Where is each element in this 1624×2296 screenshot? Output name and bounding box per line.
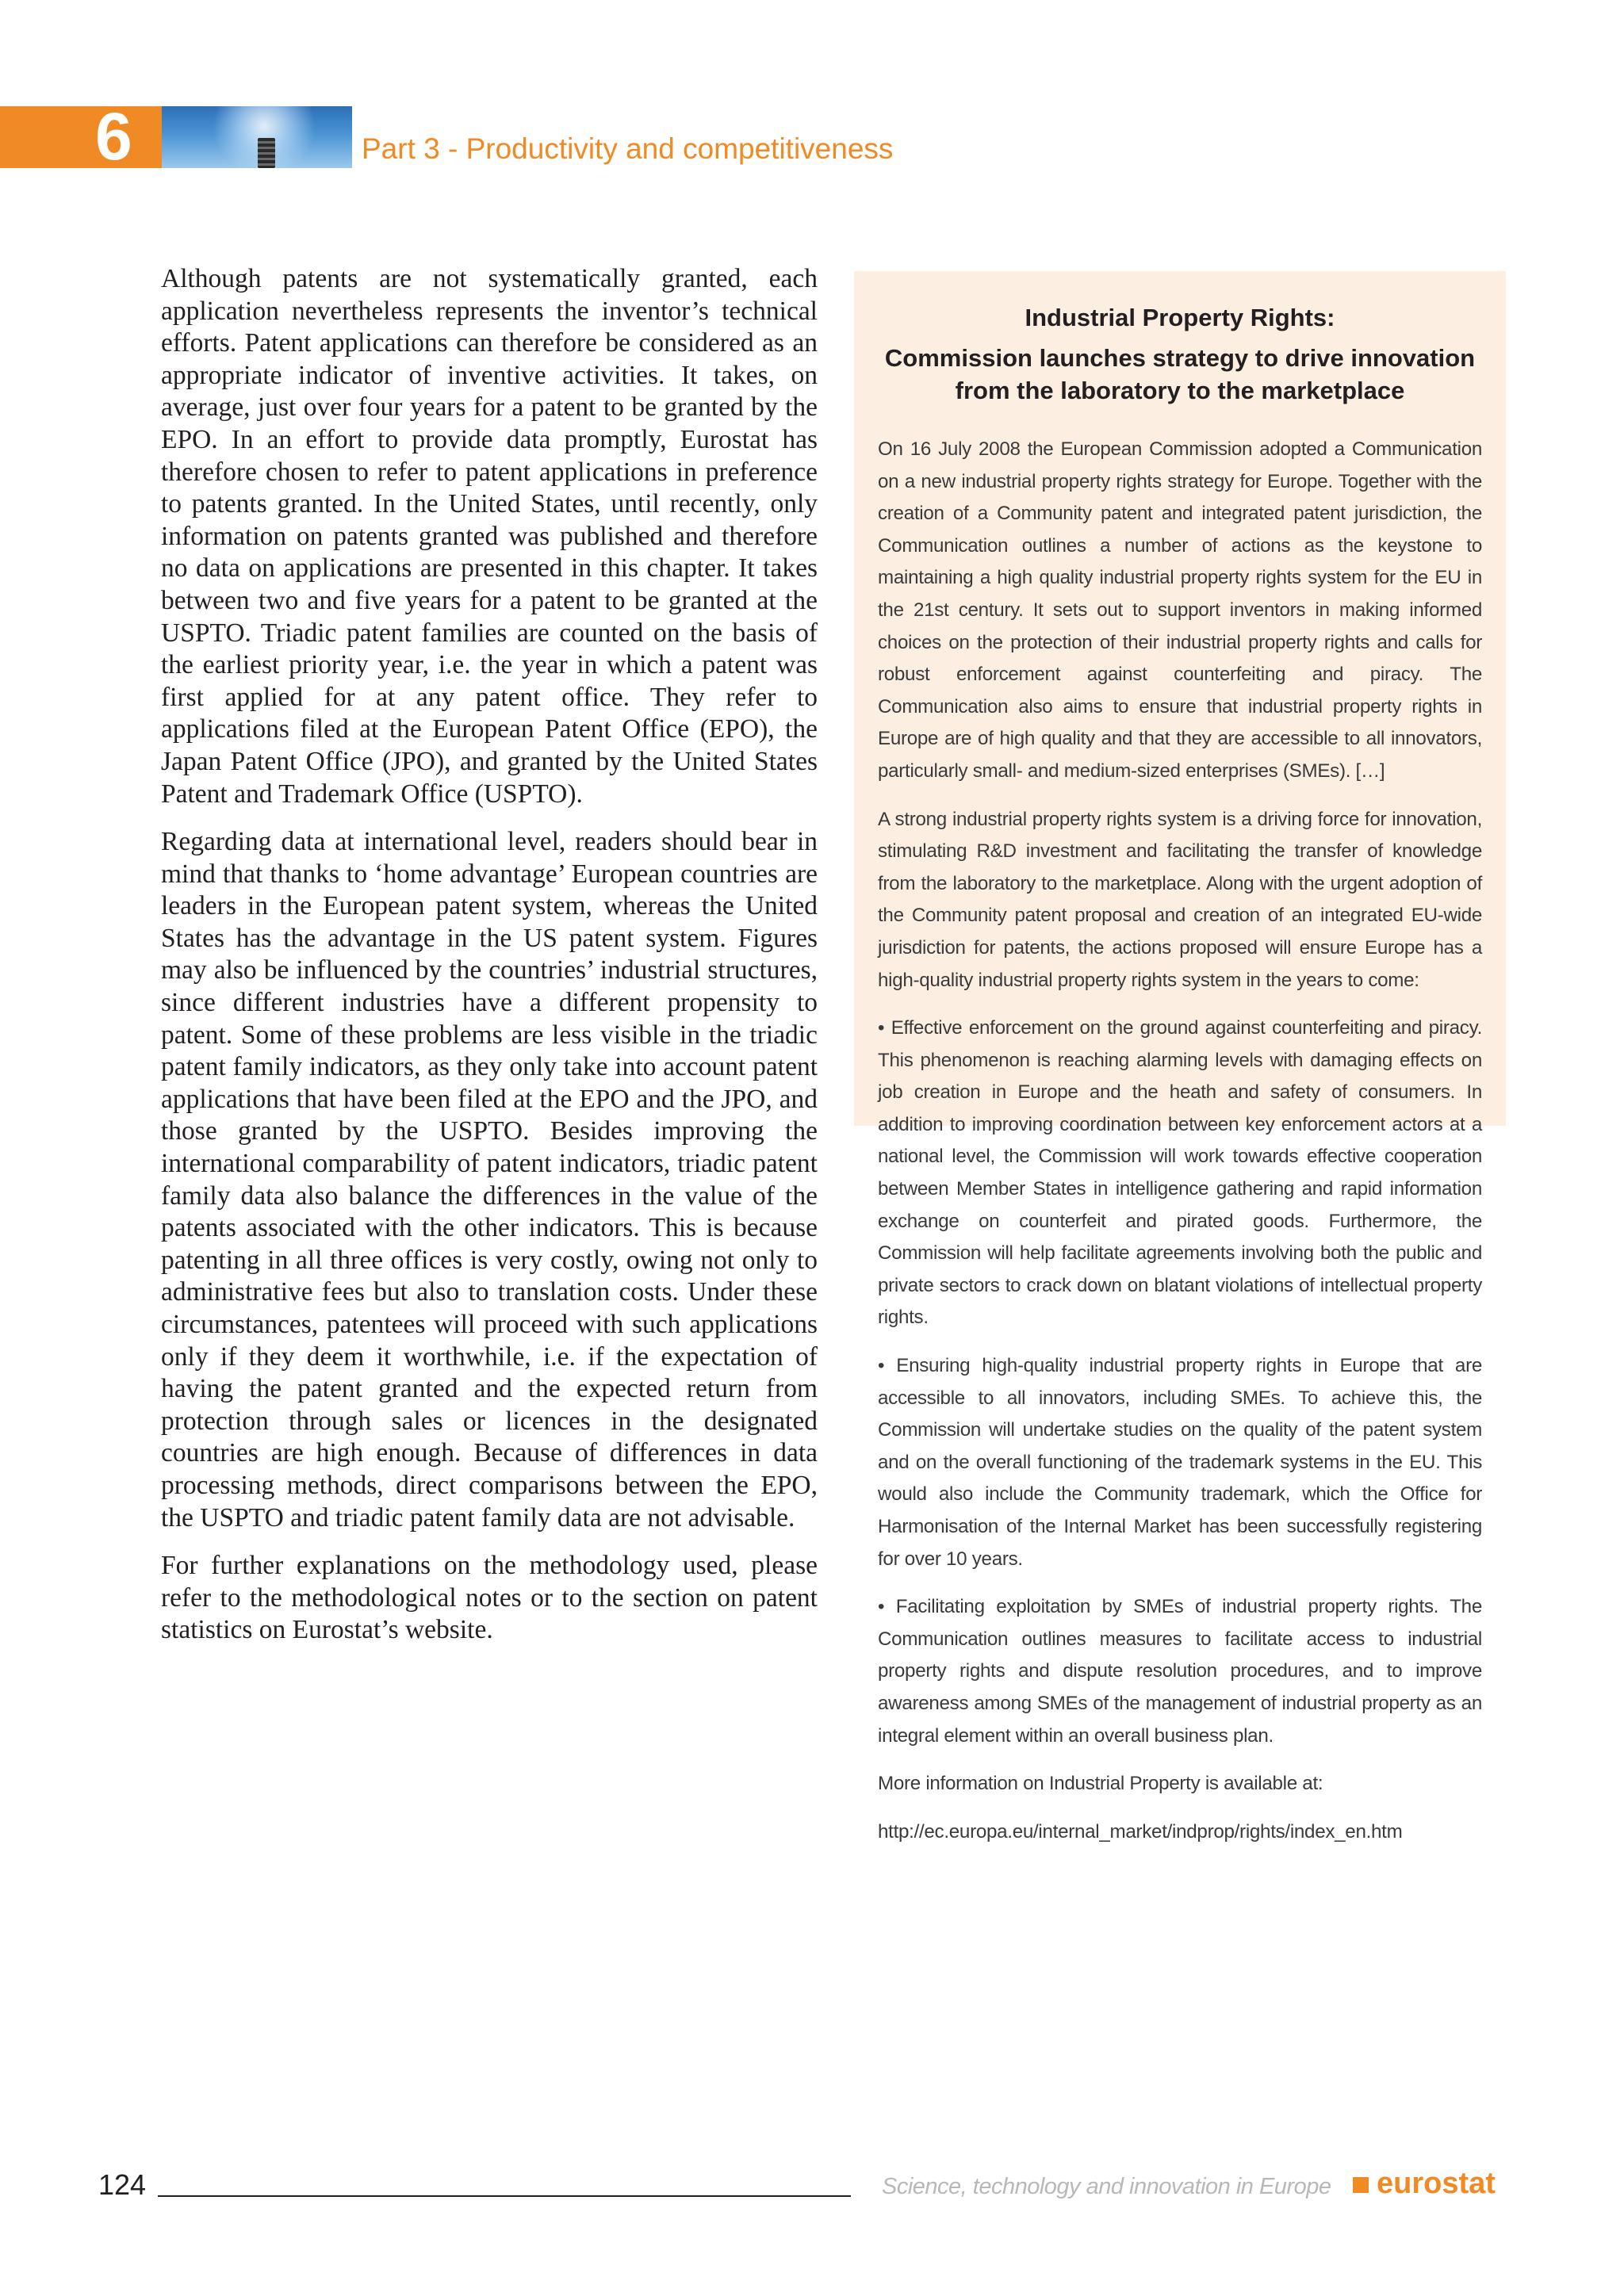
body-paragraph: Regarding data at international level, readers should bear in mind that thanks to ‘home advantage’ European countries are leaders in the European patent system, whereas the United States has the advantage in the US patent system. Figures may also be influenced by the countries’ industrial structures, since different industries have a different propensity to patent. Some of these problems are less visible in the triadic patent family indicators, as they only take into account patent applications that have been filed at the EPO and the JPO, and those granted by the USPTO. Besides improving the international comparability of patent indicators, triadic patent family data also balance the differences in the value of the patents associated with the other indicators. This is because patenting in all three offices is very costly, owing not only to administrative fees but also to translation costs. Under these circumstances, patentees will proceed with such applications only if they deem it worthwhile, i.e. if the expectation of having the patent granted and the expected return from protection through sales or licences in the designated countries are high enough. Because of differences in data processing methods, direct comparisons between the EPO, the USPTO and triadic patent family data are not advisable. bbox=[161, 827, 818, 1533]
info-box-paragraph: More information on Industrial Property is available at: bbox=[878, 1773, 1323, 1795]
chapter-number: 6 bbox=[95, 99, 132, 174]
info-box-paragraph: On 16 July 2008 the European Commission adopted a Communication on a new industrial property rights strategy for Europe. Together with the creation of a Community patent and integrated patent jurisdiction, the Communication outlines a number of actions as the keystone to maintaining a high quality industrial property rights system for the EU in the 21st century. It sets out to support inventors in making informed choices on the protection of their industrial property rights and calls for robust enforcement against counterfeiting and piracy. The Communication also aims to ensure that industrial property rights in Europe are of high quality and that they are accessible to all innovators, particularly small- and medium-sized enterprises (SMEs). […] bbox=[878, 438, 1482, 782]
lightbulb-icon bbox=[258, 138, 275, 168]
main-text-column bbox=[161, 263, 818, 1663]
footer-tagline: Science, technology and innovation in Europe bbox=[882, 2174, 1331, 2199]
info-box-link[interactable]: http://ec.europa.eu/internal_market/indprop/rights/index_en.htm bbox=[878, 1820, 1403, 1843]
info-box-bullet: • Effective enforcement on the ground against counterfeiting and piracy. This phenomenon is reaching alarming levels with damaging effects on job creation in Europe and the heath and safety of consumers. In addition to improving coordination between key enforcement actors at a national level, the Commission will work towards effective cooperation between Member States in intelligence gathering and rapid information exchange on counterfeit and pirated goods. Furthermore, the Commission will help facilitate agreements involving both the public and private sectors to crack down on blatant violations of intellectual property rights. bbox=[878, 1017, 1482, 1329]
section-title: Part 3 - Productivity and competitiveness bbox=[362, 132, 894, 165]
page-number: 124 bbox=[98, 2168, 147, 2201]
body-paragraph: Although patents are not systematically granted, each application nevertheless represents the inventor’s technical efforts. Patent applications can therefore be considered as an appropriate indicator of inventive activities. It takes, on average, just over four years for a patent to be granted by the EPO. In an effort to provide data promptly, Eurostat has therefore chosen to refer to patent applications in preference to patents granted. In the United States, until recently, only information on patents granted was published and therefore no data on applications are presented in this chapter. It takes between two and five years for a patent to be granted at the USPTO. Triadic patent families are counted on the basis of the earliest priority year, i.e. the year in which a patent was first applied for at any patent office. They refer to applications filed at the European Patent Office (EPO), the Japan Patent Office (JPO), and granted by the United States Patent and Trademark Office (USPTO). bbox=[161, 264, 818, 809]
logo-square-icon bbox=[1353, 2177, 1369, 2193]
info-box-paragraph: A strong industrial property rights system is a driving force for innovation, stimulating R&D investment and facilitating the transfer of knowledge from the laboratory to the marketplace. Along with the urgent adoption of the Community patent proposal and creation of an integrated EU-wide jurisdiction for patents, the actions proposed will ensure Europe has a high-quality industrial property rights system in the years to come: bbox=[878, 808, 1482, 991]
lightbulb-image bbox=[162, 106, 352, 168]
eurostat-logo: eurostat bbox=[1377, 2167, 1496, 2200]
body-paragraph: For further explanations on the methodology used, please refer to the methodological notes or to the section on patent statistics on Eurostat’s website. bbox=[161, 1551, 818, 1645]
info-box-bullet: • Ensuring high-quality industrial property rights in Europe that are accessible to all innovators, including SMEs. To achieve this, the Commission will undertake studies on the quality of the patent system and on the overall functioning of the trademark systems in the EU. This would also include the Community trademark, which the Office for Harmonisation of the Internal Market has been successfully registering for over 10 years. bbox=[878, 1355, 1482, 1570]
info-box-subtitle: Commission launches strategy to drive innovation from the laboratory to the marketplace bbox=[884, 344, 1476, 404]
info-box bbox=[854, 271, 1506, 1843]
info-box-title: Industrial Property Rights: bbox=[1025, 304, 1335, 331]
info-box-bullet: • Facilitating exploitation by SMEs of industrial property rights. The Communication outlines measures to facilitate access to industrial property rights and dispute resolution procedures, and to improve awareness among SMEs of the management of industrial property as an integral element within an overall business plan. bbox=[878, 1596, 1482, 1747]
footer-divider bbox=[158, 2195, 851, 2197]
